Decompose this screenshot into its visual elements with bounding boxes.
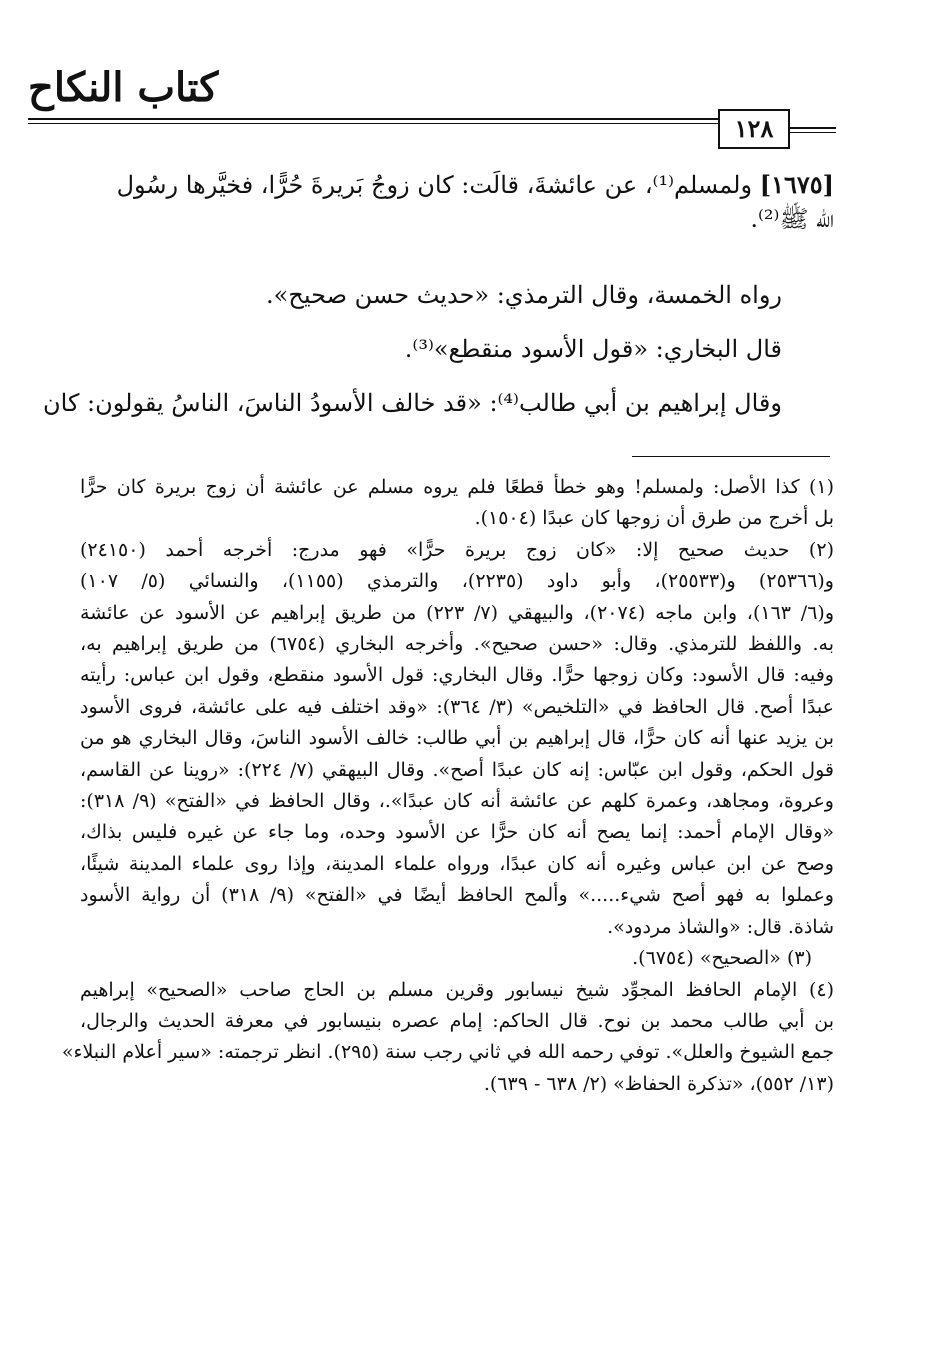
footnote-line: وفيه: قال الأسود: وكان زوجها حرًّا. وقال البخاري: قول الأسود منقطع، وقول ابن عباس: رأيته bbox=[80, 664, 834, 687]
footnote-line: و(٦/ ١٦٣)، وابن ماجه (٢٠٧٤)، والبيهقي (٧/ ٢٢٣) من طريق إبراهيم عن الأسود عن عائشة bbox=[80, 601, 834, 624]
footnote-1 bbox=[80, 472, 834, 535]
footnote-line: وعروة، ومجاهد، وعمرة كلهم عن عائشة أنه كان عبدًا».، وقال الحافظ في «الفتح» (٩/ ٣١٨): bbox=[80, 790, 834, 813]
header-rule-right bbox=[790, 127, 836, 129]
footnote-2 bbox=[80, 535, 834, 943]
footnote-line: بن يزيد عنها أنه كان حرًّا، قال إبراهيم بن أبي طالب: خالف الأسود الناسَ، وقال البخاري هو من bbox=[80, 727, 834, 750]
paragraph-narration: رواه الخمسة، وقال الترمذي: «حديث حسن صحيح». bbox=[266, 281, 782, 309]
header-rule-thin bbox=[28, 123, 718, 124]
hadith-line-2: الله ﷺ⁽²⁾. bbox=[750, 205, 834, 233]
footnote-line: به. واللفظ للترمذي. وقال: «حسن صحيح». وأخرجه البخاري (٦٧٥٤) من طريق إبراهيم به، bbox=[80, 633, 834, 656]
footnote-line: و(٢٥٣٦٦) و(٢٥٥٣٣)، وأبو داود (٢٢٣٥)، والترمذي (١١٥٥)، والنسائي (٥/ ١٠٧) bbox=[80, 570, 834, 593]
header-rule-right-thin bbox=[790, 132, 836, 133]
hadith-line-1-text: ولمسلم⁽¹⁾، عن عائشةَ، قالَت: كان زوجُ بَريرةَ حُرًّا، فخيَّرها رسُول bbox=[116, 171, 753, 199]
footnote-line: عبدًا أصح. قال الحافظ في «التلخيص» (٣/ ٣٦٤): «وقد اختلف فيه على عائشة، فروى الأسود bbox=[80, 695, 835, 718]
footnotes bbox=[61, 472, 835, 1100]
header-rule bbox=[28, 118, 718, 120]
chapter-title: كتاب النكاح bbox=[28, 64, 219, 111]
footnote-line: شاذة. قال: «والشاذ مردود». bbox=[607, 915, 834, 938]
footnote-line: (١٣/ ٥٥٢)، «تذكرة الحفاظ» (٢/ ٦٣٨ - ٦٣٩). bbox=[483, 1072, 834, 1095]
footnote-line: (٢) حديث صحيح إلا: «كان زوج بريرة حرًّا» فهو مدرج: أخرجه أحمد (٢٤١٥٠) bbox=[80, 538, 834, 561]
page-number: ١٢٨ bbox=[718, 109, 790, 149]
footnote-line: قول الحكم، وقول ابن عبّاس: إنه كان عبدًا أصح». وقال البيهقي (٧/ ٢٢٤): «روينا عن القاسم، bbox=[80, 758, 835, 781]
footnote-line: بل أخرج من طرق أن زوجها كان عبدًا (١٥٠٤). bbox=[474, 507, 834, 530]
paragraph-bukhari: قال البخاري: «قول الأسود منقطع»⁽³⁾. bbox=[404, 335, 782, 363]
footnote-3 bbox=[80, 943, 834, 974]
footnote-line: وعملوا به فهو أصح شيء.....» وألمح الحافظ أيضًا في «الفتح» (٩/ ٣١٨) أن رواية الأسود bbox=[80, 884, 834, 907]
footnote-line: جمع الشيوخ والعلل». توفي رحمه الله في ثاني رجب سنة (٢٩٥). انظر ترجمته: «سير أعلام النبلاء» bbox=[61, 1041, 834, 1064]
footnote-line: بن أبي طالب محمد بن نوح. قال الحاكم: إمام عصره بنيسابور في معرفة الحديث والرجال، bbox=[80, 1009, 834, 1032]
footnote-line: وصح عن ابن عباس وغيره أنه كان عبدًا، ورواه علماء المدينة، وإذا روى علماء المدينة شيئًا، bbox=[80, 852, 834, 875]
hadith-text bbox=[80, 168, 834, 236]
footnote-line: (١) كذا الأصل: ولمسلم! وهو خطأ قطعًا فلم يروه مسلم عن عائشة أن زوج بريرة كان حرًّا bbox=[80, 476, 834, 498]
footnote-line: (٤) الإمام الحافظ المجوِّد شيخ نيسابور وقرين مسلم بن الحاج صاحب «الصحيح» إبراهيم bbox=[80, 978, 834, 1001]
paragraph-ibrahim: وقال إبراهيم بن أبي طالب⁽⁴⁾: «قد خالف الأسودُ الناسَ، الناسُ يقولون: كان bbox=[43, 389, 782, 417]
hadith-number: [١٦٧٥] bbox=[759, 170, 834, 199]
hadith-line-1 bbox=[80, 168, 834, 202]
footnote-line: (٣) «الصحيح» (٦٧٥٤). bbox=[632, 947, 812, 970]
footnote-separator bbox=[632, 456, 830, 457]
footnote-4 bbox=[61, 975, 834, 1101]
footnote-line: «وقال الإمام أحمد: إنما يصح أنه كان حرًّا عن الأسود وحده، وما جاء عن غيره فليس بذاك، bbox=[80, 821, 834, 844]
